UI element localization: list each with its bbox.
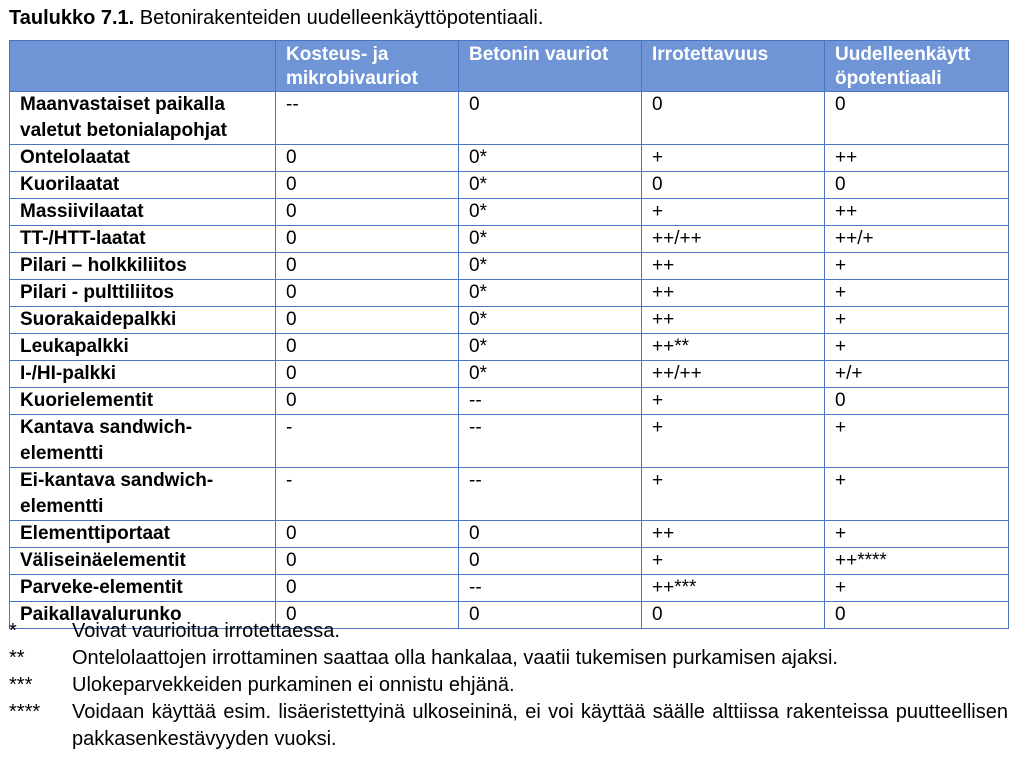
row-label: Ontelolaatat — [10, 145, 276, 172]
footnote-text: Voidaan käyttää esim. lisäeristettyinä ulkoseininä, ei voi käyttää säälle alttiissa rakenteissa puutteellisen pakkasenkestävyyden vuoksi. — [72, 701, 1008, 750]
table-cell: ++ — [825, 199, 1009, 226]
row-label: Massiivilaatat — [10, 199, 276, 226]
table-cell: + — [825, 253, 1009, 280]
table-cell: + — [825, 334, 1009, 361]
table-cell: ++ — [825, 145, 1009, 172]
header-row — [10, 41, 1009, 92]
footnote-text: Voivat vaurioitua irrotettaessa. — [72, 620, 340, 642]
footnote-mark: * — [9, 620, 17, 642]
table-cell: + — [825, 468, 1009, 521]
table-caption — [9, 5, 543, 31]
footnote-text: Ulokeparvekkeiden purkaminen ei onnistu ehjänä. — [72, 674, 515, 696]
table-row — [10, 388, 1009, 415]
table-cell: 0 — [276, 548, 459, 575]
table-cell: 0 — [642, 172, 825, 199]
table-cell: 0 — [276, 521, 459, 548]
table-cell: 0 — [825, 172, 1009, 199]
table-cell: + — [642, 145, 825, 172]
table-cell: 0 — [276, 199, 459, 226]
table-cell: + — [825, 415, 1009, 468]
table-row — [10, 280, 1009, 307]
row-label: Kantava sandwich-elementti — [10, 415, 276, 468]
table-cell: 0 — [825, 92, 1009, 145]
footnote-mark: ** — [9, 647, 25, 669]
table-cell: 0* — [459, 280, 642, 307]
table-row — [10, 548, 1009, 575]
header-cell-concrete-damage: Betonin vauriot — [459, 41, 642, 92]
table-cell: 0 — [642, 92, 825, 145]
table-row — [10, 145, 1009, 172]
table-cell: -- — [459, 388, 642, 415]
table-cell: 0 — [276, 388, 459, 415]
footnote-text: Ontelolaattojen irrottaminen saattaa olla hankalaa, vaatii tukemisen purkamisen ajaksi. — [72, 647, 838, 669]
table-cell: ++/+ — [825, 226, 1009, 253]
table-row — [10, 575, 1009, 602]
row-label: I-/HI-palkki — [10, 361, 276, 388]
footnote-mark: **** — [9, 701, 41, 723]
table-cell: 0* — [459, 253, 642, 280]
table-row — [10, 521, 1009, 548]
table-cell: 0* — [459, 226, 642, 253]
table-cell: + — [642, 548, 825, 575]
table-cell: 0 — [276, 280, 459, 307]
table-cell: ++**** — [825, 548, 1009, 575]
table-row — [10, 253, 1009, 280]
table-cell: ++ — [642, 280, 825, 307]
caption-title: Betonirakenteiden uudelleenkäyttöpotentiaali. — [139, 7, 544, 29]
table-cell: 0 — [276, 334, 459, 361]
footnote — [9, 672, 1008, 699]
row-label: Suorakaidepalkki — [10, 307, 276, 334]
table-cell: ++ — [642, 307, 825, 334]
table-cell: -- — [459, 468, 642, 521]
row-label: Parveke-elementit — [10, 575, 276, 602]
table-cell: 0 — [459, 602, 642, 629]
table-cell: 0* — [459, 334, 642, 361]
table-cell: - — [276, 468, 459, 521]
table-cell: 0 — [276, 145, 459, 172]
table-row — [10, 361, 1009, 388]
table-row — [10, 172, 1009, 199]
reuse-potential-table — [9, 40, 1009, 629]
row-label: Maanvastaiset paikalla valetut betonialapohjat — [10, 92, 276, 145]
header-cell-moisture-damage: Kosteus- ja mikrobivauriot — [276, 41, 459, 92]
table-cell: + — [642, 468, 825, 521]
table-cell: + — [642, 388, 825, 415]
table-row — [10, 307, 1009, 334]
table-row — [10, 334, 1009, 361]
table-cell: + — [825, 307, 1009, 334]
table-cell: 0 — [459, 548, 642, 575]
table-cell: + — [825, 575, 1009, 602]
table-cell: 0 — [276, 602, 459, 629]
table-cell: 0* — [459, 172, 642, 199]
row-label: Ei-kantava sandwich-elementti — [10, 468, 276, 521]
table-cell: ++/++ — [642, 361, 825, 388]
table-cell: + — [825, 521, 1009, 548]
table-cell: +/+ — [825, 361, 1009, 388]
header-cell-detachability: Irrotettavuus — [642, 41, 825, 92]
table-cell: 0* — [459, 145, 642, 172]
header-cell-empty — [10, 41, 276, 92]
row-label: Väliseinäelementit — [10, 548, 276, 575]
table-cell: 0 — [459, 92, 642, 145]
table-cell: 0 — [276, 172, 459, 199]
table-cell: + — [825, 280, 1009, 307]
header-cell-reuse-potential: Uudelleenkäytt öpotentiaali — [825, 41, 1009, 92]
table-cell: ++ — [642, 521, 825, 548]
footnotes — [9, 618, 1008, 753]
row-label: Kuorilaatat — [10, 172, 276, 199]
footnote — [9, 645, 1008, 672]
table-row — [10, 92, 1009, 145]
table-cell: ++** — [642, 334, 825, 361]
table-cell: -- — [459, 415, 642, 468]
table-row — [10, 199, 1009, 226]
table-row — [10, 468, 1009, 521]
table-cell: 0 — [825, 602, 1009, 629]
row-label: Elementtiportaat — [10, 521, 276, 548]
row-label: Paikallavalurunko — [10, 602, 276, 629]
table-cell: 0 — [276, 253, 459, 280]
table-cell: 0* — [459, 199, 642, 226]
caption-label: Taulukko 7.1. — [9, 7, 135, 29]
table-cell: -- — [276, 92, 459, 145]
table-cell: + — [642, 415, 825, 468]
table-cell: 0 — [276, 226, 459, 253]
table-cell: - — [276, 415, 459, 468]
table-cell: 0 — [459, 521, 642, 548]
table-cell: 0 — [276, 575, 459, 602]
footnote — [9, 699, 1008, 753]
table-row — [10, 415, 1009, 468]
row-label: Pilari - pulttiliitos — [10, 280, 276, 307]
table-cell: 0* — [459, 361, 642, 388]
table-cell: 0 — [276, 361, 459, 388]
table-cell: 0 — [276, 307, 459, 334]
table-cell: 0 — [642, 602, 825, 629]
row-label: Pilari – holkkiliitos — [10, 253, 276, 280]
footnote-mark: *** — [9, 674, 33, 696]
table-row — [10, 226, 1009, 253]
table-cell: ++*** — [642, 575, 825, 602]
table-cell: 0* — [459, 307, 642, 334]
row-label: TT-/HTT-laatat — [10, 226, 276, 253]
table-cell: ++ — [642, 253, 825, 280]
table-cell: 0 — [825, 388, 1009, 415]
table-cell: ++/++ — [642, 226, 825, 253]
row-label: Leukapalkki — [10, 334, 276, 361]
row-label: Kuorielementit — [10, 388, 276, 415]
table-cell: + — [642, 199, 825, 226]
footnote — [9, 618, 1008, 645]
table-cell: -- — [459, 575, 642, 602]
